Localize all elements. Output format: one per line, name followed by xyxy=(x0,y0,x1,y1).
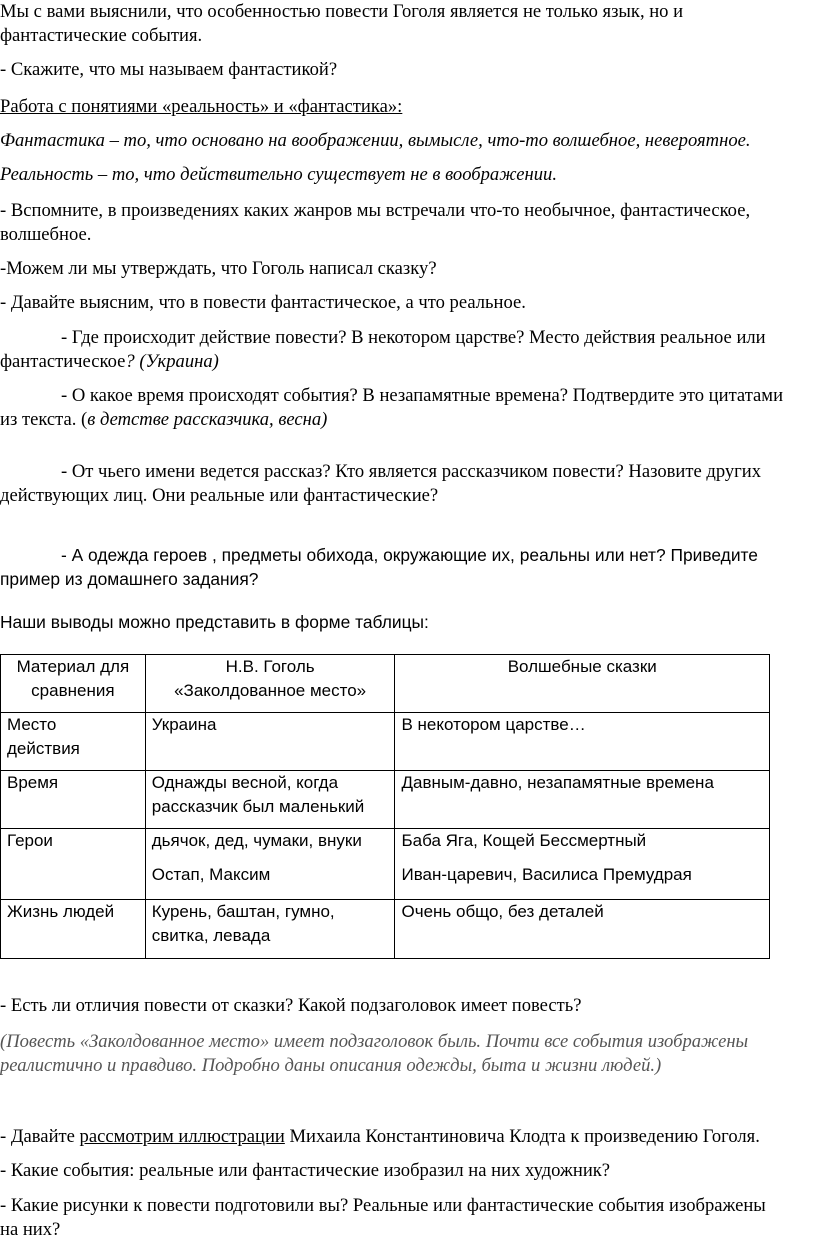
cell-text: Место xyxy=(7,715,57,734)
cell-label-life xyxy=(1,900,146,959)
cell-fairy-life xyxy=(395,900,770,959)
cell-text: Очень общо, без деталей xyxy=(401,902,604,921)
table-row-time xyxy=(1,771,770,829)
cell-text: Время xyxy=(7,773,59,792)
illustrations-prefix: - Давайте xyxy=(0,1126,80,1147)
question-differences: - Есть ли отличия повести от сказки? Какой подзаголовок имеет повесть? xyxy=(0,995,582,1016)
answer-subtitle-line2: реалистично и правдиво. Подробно даны описания одежды, быта и жизни людей.) xyxy=(0,1055,662,1076)
question-time-line2 xyxy=(0,408,816,432)
cell-gogol-time xyxy=(145,771,395,829)
question-genres-line2: волшебное. xyxy=(0,224,92,245)
cell-label-place xyxy=(1,713,146,771)
paragraph-intro-line2: фантастические события. xyxy=(0,25,203,46)
cell-gogol-heroes xyxy=(145,829,395,900)
question-genres-line1: - Вспомните, в произведениях каких жанров мы встречали что-то необычное, фантастическое, xyxy=(0,200,751,221)
comparison-table xyxy=(0,654,770,959)
question-drawings-line2: на них? xyxy=(0,1219,61,1240)
header-material xyxy=(1,655,146,713)
header-gogol-line1: Н.В. Гоголь xyxy=(225,657,315,676)
header-material-line2: сравнения xyxy=(31,681,115,700)
cell-fairy-place xyxy=(395,713,770,771)
cell-text: дьячок, дед, чумаки, внуки xyxy=(151,831,362,850)
question-clothing-line2: пример из домашнего задания? xyxy=(0,569,259,589)
question-time-prefix: из текста. ( xyxy=(0,409,88,430)
answer-place: ? (Украина) xyxy=(125,351,219,372)
cell-label-time xyxy=(1,771,146,829)
question-narrator-line1: - От чьего имени ведется рассказ? Кто является рассказчиком повести? Назовите других xyxy=(61,461,762,482)
cell-text: рассказчик был маленький xyxy=(151,797,365,816)
paragraph-intro-line1: Мы с вами выяснили, что особенностью повести Гоголя является не только язык, но и xyxy=(0,1,684,22)
question-artist: - Какие события: реальные или фантастические изобразил на них художник? xyxy=(0,1160,611,1181)
cell-text: Герои xyxy=(7,831,53,850)
cell-fairy-heroes xyxy=(395,829,770,900)
question-place-line1: - Где происходит действие повести? В некотором царстве? Место действия реальное или xyxy=(61,327,766,348)
cell-text: Однажды весной, когда xyxy=(151,773,339,792)
cell-gogol-life xyxy=(145,900,395,959)
illustrations-paragraph xyxy=(0,1125,816,1149)
cell-text: Жизнь людей xyxy=(7,902,115,921)
header-gogol-line2: «Заколдованное место» xyxy=(174,681,367,700)
table-header-row xyxy=(1,655,770,713)
header-gogol xyxy=(145,655,395,713)
section-heading-text: Работа с понятиями «реальность» и «фантастика»: xyxy=(0,96,403,117)
cell-text: Давным-давно, незапамятные времена xyxy=(401,773,714,792)
question-fantasy: - Скажите, что мы называем фантастикой? xyxy=(0,59,338,80)
header-fairy-tales xyxy=(395,655,770,713)
cell-text: Украина xyxy=(151,715,217,734)
section-heading xyxy=(0,95,816,119)
cell-gogol-place xyxy=(145,713,395,771)
header-material-line1: Материал для xyxy=(16,657,130,676)
illustrations-suffix: Михаила Константиновича Клодта к произведению Гоголя. xyxy=(284,1126,760,1147)
answer-time: в детстве рассказчика, весна) xyxy=(87,409,328,430)
illustrations-link[interactable]: рассмотрим иллюстрации xyxy=(79,1126,285,1147)
question-fairy-tale: -Можем ли мы утверждать, что Гоголь написал сказку? xyxy=(0,258,437,279)
header-fairy-tales-line1: Волшебные сказки xyxy=(507,657,657,676)
cell-text: Иван-царевич, Василиса Премудрая xyxy=(401,865,692,884)
answer-subtitle-line1: (Повесть «Заколдованное место» имеет подзаголовок быль. Почти все события изображены xyxy=(0,1031,749,1052)
definition-reality: Реальность – то, что действительно существует не в воображении. xyxy=(0,164,557,185)
definition-fantasy: Фантастика – то, что основано на воображении, вымысле, что-то волшебное, невероятное. xyxy=(0,130,751,151)
table-intro: Наши выводы можно представить в форме таблицы: xyxy=(0,612,429,632)
table-row-heroes xyxy=(1,829,770,900)
cell-fairy-time xyxy=(395,771,770,829)
cell-text: В некотором царстве… xyxy=(401,715,586,734)
cell-text: Баба Яга, Кощей Бессмертный xyxy=(401,831,647,850)
cell-text: Курень, баштан, гумно, xyxy=(151,902,335,921)
question-find-out: - Давайте выясним, что в повести фантастическое, а что реальное. xyxy=(0,292,526,313)
cell-text: свитка, левада xyxy=(151,926,271,945)
question-place-line2 xyxy=(0,350,816,374)
question-drawings-line1: - Какие рисунки к повести подготовили вы? Реальные или фантастические события изображены xyxy=(0,1195,766,1216)
question-clothing-line1: - А одежда героев , предметы обихода, окружающие их, реальны или нет? Приведите xyxy=(61,545,758,565)
cell-text: действия xyxy=(7,739,80,758)
cell-text: Остап, Максим xyxy=(151,865,271,884)
table-row-life xyxy=(1,900,770,959)
cell-label-heroes xyxy=(1,829,146,900)
table-row-place xyxy=(1,713,770,771)
question-narrator-line2: действующих лиц. Они реальные или фантастические? xyxy=(0,485,439,506)
question-time-line1: - О какое время происходят события? В незапамятные времена? Подтвердите это цитатами xyxy=(61,385,784,406)
question-place-word: фантастическое xyxy=(0,351,126,372)
